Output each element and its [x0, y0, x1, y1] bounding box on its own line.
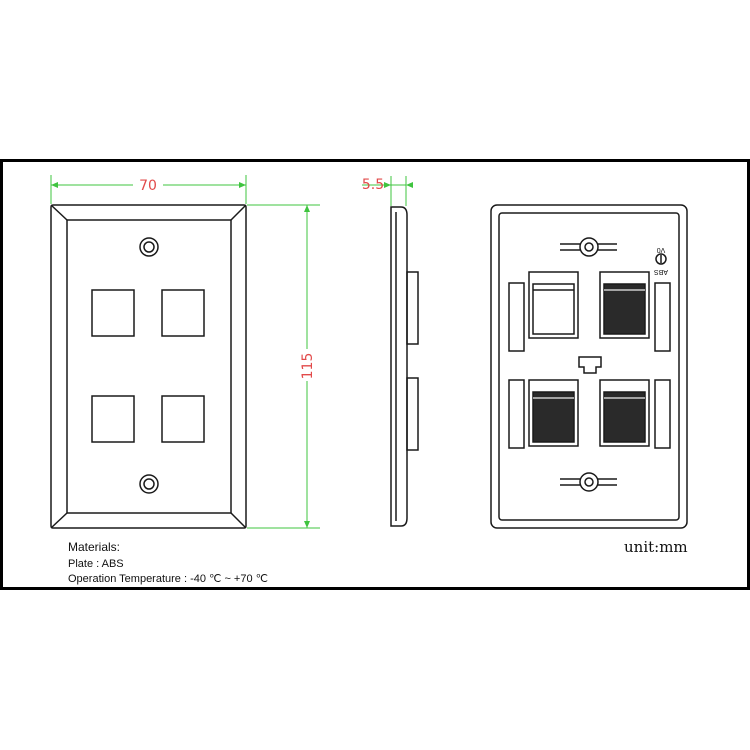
- unit-label: unit:mm: [624, 538, 688, 556]
- drawing-frame: [2, 161, 749, 589]
- depth-dimension-label: 5.5: [361, 177, 385, 193]
- height-dimension-label: 115: [300, 352, 316, 380]
- materials-heading: Materials:: [68, 540, 121, 554]
- plate-material: Plate : ABS: [68, 558, 124, 570]
- back-marking-small: V0: [656, 246, 666, 253]
- width-dimension-label: 70: [139, 178, 157, 194]
- operation-temperature: Operation Temperature : -40 ℃ ~ +70 ℃: [68, 573, 268, 585]
- back-marking-abs: ABS: [653, 268, 669, 275]
